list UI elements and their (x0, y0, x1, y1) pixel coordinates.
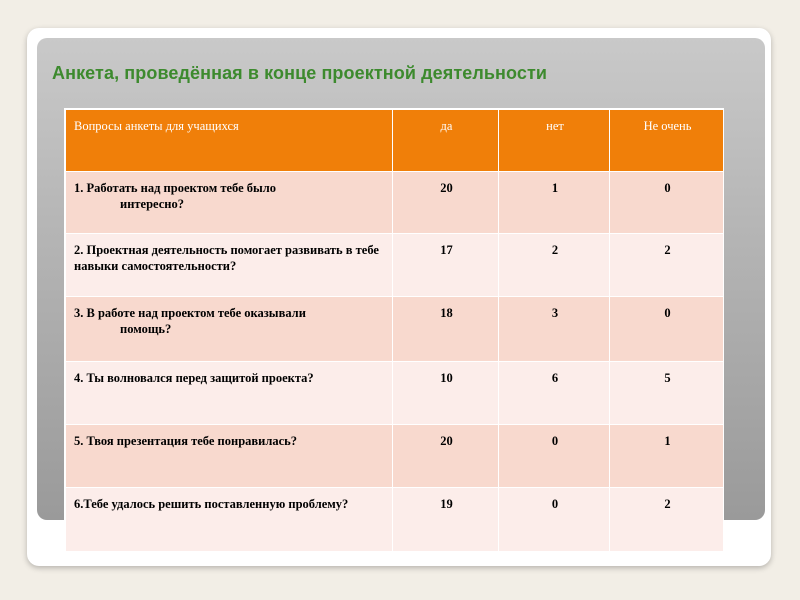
question-cell (66, 425, 393, 488)
no-count: 0 (499, 425, 610, 488)
question-cell (66, 362, 393, 425)
no-count: 1 (499, 172, 610, 234)
table-row (66, 362, 724, 425)
yes-count: 17 (393, 234, 499, 297)
question-text: 4. Ты волновался перед защитой проекта? (74, 371, 314, 385)
question-text: 6.Тебе удалось решить поставленную проблему? (74, 497, 349, 511)
table-row (66, 425, 724, 488)
question-text: 2. Проектная деятельность помогает развивать в тебе навыки самостоятельности? (74, 243, 379, 273)
not-really-count: 0 (610, 297, 724, 362)
yes-count: 20 (393, 172, 499, 234)
yes-count: 18 (393, 297, 499, 362)
header-not-really: Не очень (610, 110, 724, 172)
question-text-continued: интересно? (120, 197, 184, 211)
yes-count: 19 (393, 488, 499, 552)
header-no: нет (499, 110, 610, 172)
table-row (66, 297, 724, 362)
table-row (66, 234, 724, 297)
question-cell (66, 172, 393, 234)
table-row (66, 172, 724, 234)
header-question: Вопросы анкеты для учащихся (66, 110, 393, 172)
question-cell (66, 488, 393, 552)
no-count: 3 (499, 297, 610, 362)
no-count: 6 (499, 362, 610, 425)
not-really-count: 5 (610, 362, 724, 425)
survey-table (65, 109, 724, 552)
question-text: 3. В работе над проектом тебе оказывали (74, 306, 306, 320)
slide-title: Анкета, проведённая в конце проектной деятельности (52, 63, 548, 83)
question-text: 1. Работать над проектом тебе было (74, 181, 277, 195)
no-count: 0 (499, 488, 610, 552)
not-really-count: 2 (610, 234, 724, 297)
yes-count: 20 (393, 425, 499, 488)
question-text: 5. Твоя презентация тебе понравилась? (74, 434, 298, 448)
table-header-row (66, 110, 724, 172)
not-really-count: 2 (610, 488, 724, 552)
yes-count: 10 (393, 362, 499, 425)
table-row (66, 488, 724, 552)
header-yes: да (393, 110, 499, 172)
survey-table-container (64, 108, 724, 553)
question-cell (66, 297, 393, 362)
not-really-count: 1 (610, 425, 724, 488)
no-count: 2 (499, 234, 610, 297)
not-really-count: 0 (610, 172, 724, 234)
question-cell (66, 234, 393, 297)
question-text-continued: помощь? (120, 322, 172, 336)
